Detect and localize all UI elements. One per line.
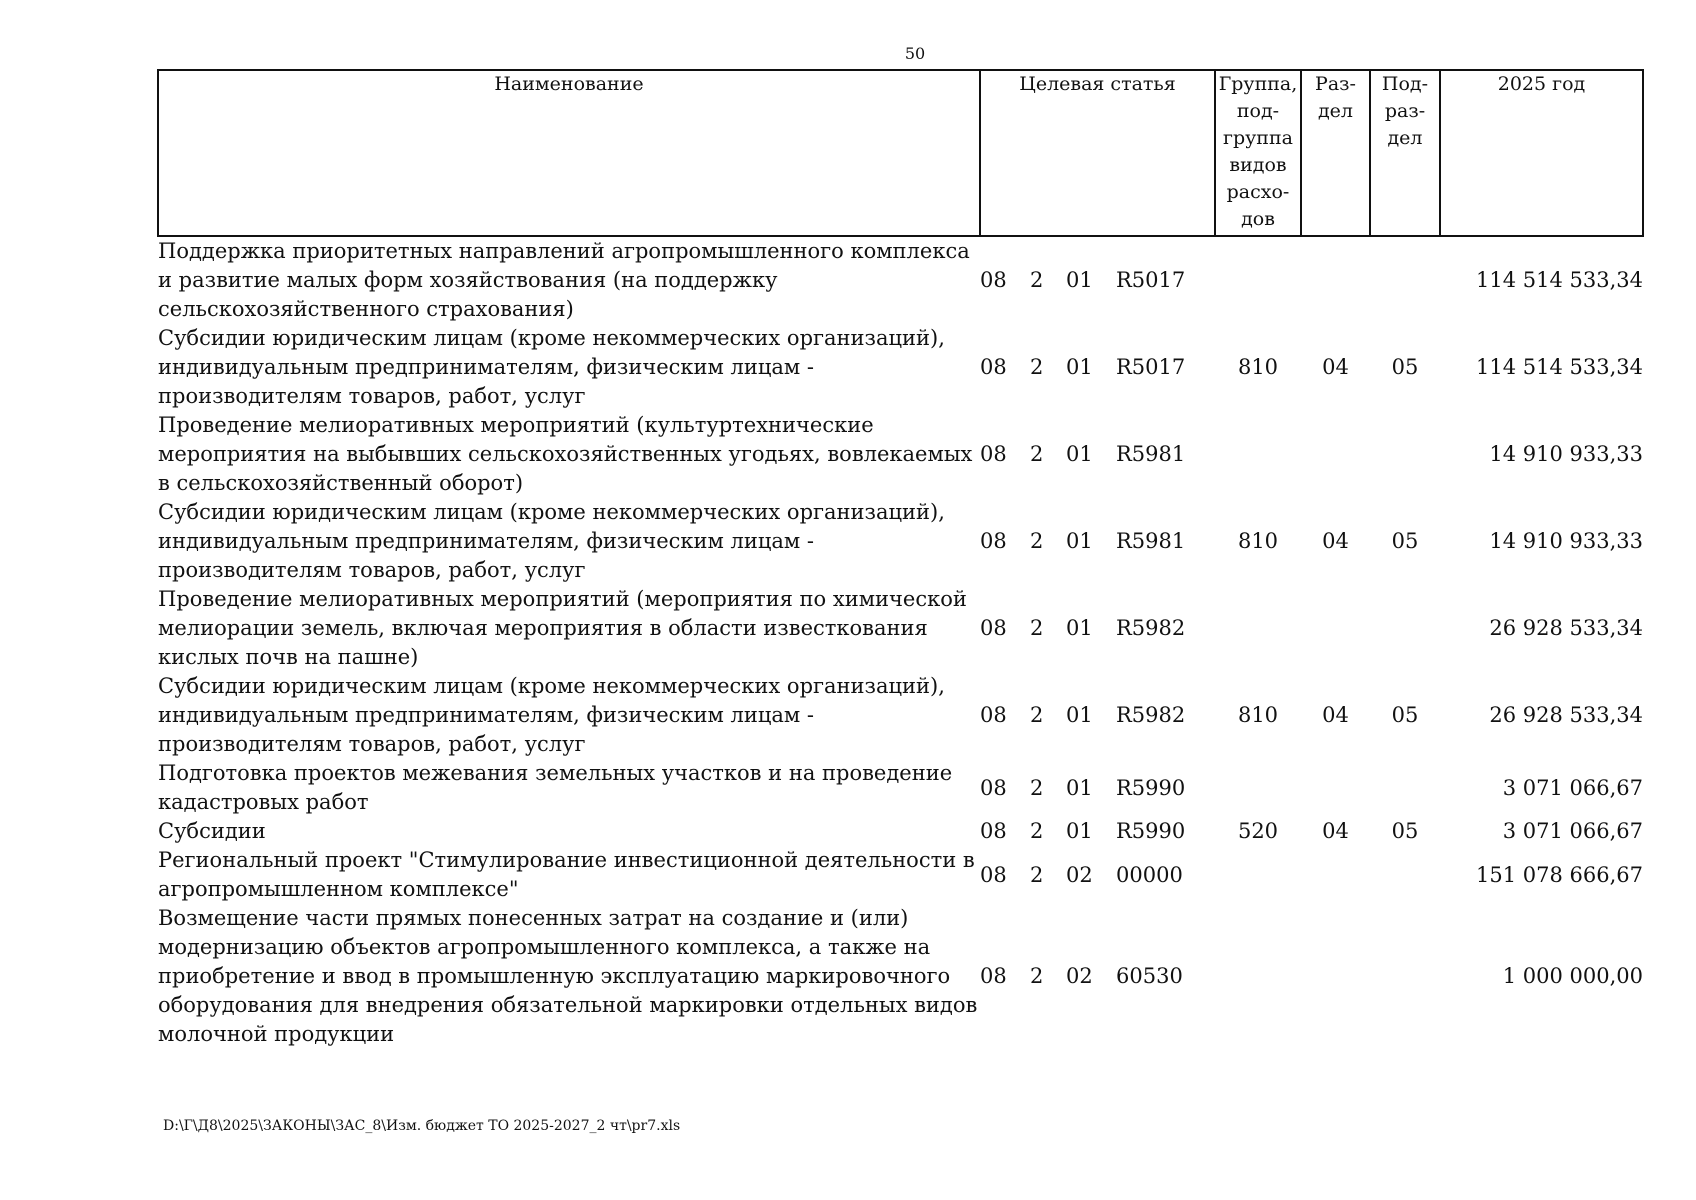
row-section: [1301, 904, 1370, 1049]
table-body: [158, 236, 1643, 1049]
header-group: Группа, под-группа видов расхо-дов: [1215, 70, 1301, 236]
row-group: 810: [1237, 703, 1279, 727]
row-subsection: [1370, 585, 1440, 672]
header-target: Целевая статья: [980, 70, 1215, 236]
row-subsection: [1370, 846, 1440, 904]
table-row: [158, 759, 1643, 817]
row-amount: 114 514 533,34: [1476, 268, 1643, 292]
row-section: 04: [1322, 529, 1349, 553]
table-header-row: [158, 70, 1643, 236]
row-target-code: 08 2 01 R5017: [980, 268, 1186, 292]
row-amount: 1 000 000,00: [1502, 964, 1643, 988]
row-group: 520: [1237, 819, 1279, 843]
row-subsection: [1370, 904, 1440, 1049]
budget-table: [157, 69, 1644, 1049]
row-amount: 14 910 933,33: [1489, 529, 1643, 553]
table-row: [158, 817, 1643, 846]
row-name: Региональный проект "Стимулирование инвестиционной деятельности в агропромышленном комплексе": [158, 848, 975, 901]
row-subsection: 05: [1391, 703, 1419, 727]
row-section: [1301, 236, 1370, 324]
budget-sheet: [157, 69, 1642, 1049]
row-name: Субсидии юридическим лицам (кроме некоммерческих организаций), индивидуальным предпринимателям, физическим лицам - производителям товаров, работ, услуг: [158, 326, 945, 408]
row-target-code: 08 2 01 R5017: [980, 355, 1186, 379]
row-group: [1215, 846, 1301, 904]
row-target-code: 08 2 01 R5982: [980, 616, 1186, 640]
header-name: Наименование: [158, 70, 980, 236]
row-target-code: 08 2 01 R5990: [980, 775, 1186, 800]
table-row: [158, 498, 1643, 585]
row-subsection: [1370, 759, 1440, 817]
row-subsection: 05: [1391, 529, 1419, 553]
file-path-footer: D:\Г\Д8\2025\ЗАКОНЫ\ЗАС_8\Изм. бюджет ТО 2025-2027_2 чт\pr7.xls: [163, 1118, 681, 1134]
row-target-code: 08 2 01 R5990: [980, 819, 1186, 843]
row-name: Проведение мелиоративных мероприятий (культуртехнические мероприятия на выбывших сельскохозяйственных угодьях, вовлекаемых в сельскохозяйственный оборот): [158, 413, 973, 495]
row-name: Субсидии юридическим лицам (кроме некоммерческих организаций), индивидуальным предпринимателям, физическим лицам - производителям товаров, работ, услуг: [158, 500, 945, 582]
table-row: [158, 236, 1643, 324]
row-section: 04: [1322, 703, 1349, 727]
row-name: Подготовка проектов межевания земельных участков и на проведение кадастровых работ: [158, 761, 953, 814]
row-section: [1301, 846, 1370, 904]
row-amount: 14 910 933,33: [1489, 442, 1643, 466]
row-target-code: 08 2 01 R5981: [980, 442, 1186, 466]
table-row: [158, 672, 1643, 759]
row-target-code: 08 2 02 00000: [980, 862, 1183, 887]
row-subsection: [1370, 236, 1440, 324]
row-group: [1215, 236, 1301, 324]
row-amount: 151 078 666,67: [1476, 862, 1643, 887]
table-row: [158, 846, 1643, 904]
header-subsection: Под-раз-дел: [1370, 70, 1440, 236]
row-target-code: 08 2 02 60530: [980, 964, 1183, 988]
table-row: [158, 585, 1643, 672]
table-row: [158, 324, 1643, 411]
row-section: [1301, 759, 1370, 817]
page-number: 50: [904, 44, 926, 63]
row-section: [1301, 585, 1370, 672]
row-target-code: 08 2 01 R5981: [980, 529, 1186, 553]
row-amount: 26 928 533,34: [1489, 616, 1643, 640]
row-target-code: 08 2 01 R5982: [980, 703, 1186, 727]
row-amount: 26 928 533,34: [1489, 703, 1643, 727]
row-section: 04: [1322, 355, 1349, 379]
row-name: Проведение мелиоративных мероприятий (мероприятия по химической мелиорации земель, включая мероприятия в области известкования кислых почв на пашне): [158, 587, 967, 669]
row-group: [1215, 759, 1301, 817]
row-group: [1215, 411, 1301, 498]
row-subsection: 05: [1391, 355, 1419, 379]
row-name: Возмещение части прямых понесенных затрат на создание и (или) модернизацию объектов агропромышленного комплекса, а также на приобретение и ввод в промышленную эксплуатацию маркировочного оборудования для внедрения обязательной маркировки отдельных видов молочной продукции: [158, 906, 978, 1046]
row-group: 810: [1237, 529, 1279, 553]
row-amount: 114 514 533,34: [1476, 355, 1643, 379]
row-group: [1215, 585, 1301, 672]
row-section: 04: [1322, 819, 1349, 843]
row-amount: 3 071 066,67: [1502, 819, 1643, 843]
row-name: Поддержка приоритетных направлений агропромышленного комплекса и развитие малых форм хозяйствования (на поддержку сельскохозяйственного страхования): [158, 239, 970, 321]
row-group: [1215, 904, 1301, 1049]
row-group: 810: [1237, 355, 1279, 379]
row-subsection: 05: [1391, 819, 1419, 843]
row-name: Субсидии юридическим лицам (кроме некоммерческих организаций), индивидуальным предпринимателям, физическим лицам - производителям товаров, работ, услуг: [158, 674, 945, 756]
row-amount: 3 071 066,67: [1502, 775, 1643, 800]
header-year: 2025 год: [1440, 70, 1643, 236]
header-section: Раз-дел: [1301, 70, 1370, 236]
table-row: [158, 411, 1643, 498]
row-subsection: [1370, 411, 1440, 498]
row-name: Субсидии: [158, 819, 266, 843]
row-section: [1301, 411, 1370, 498]
table-row: [158, 904, 1643, 1049]
